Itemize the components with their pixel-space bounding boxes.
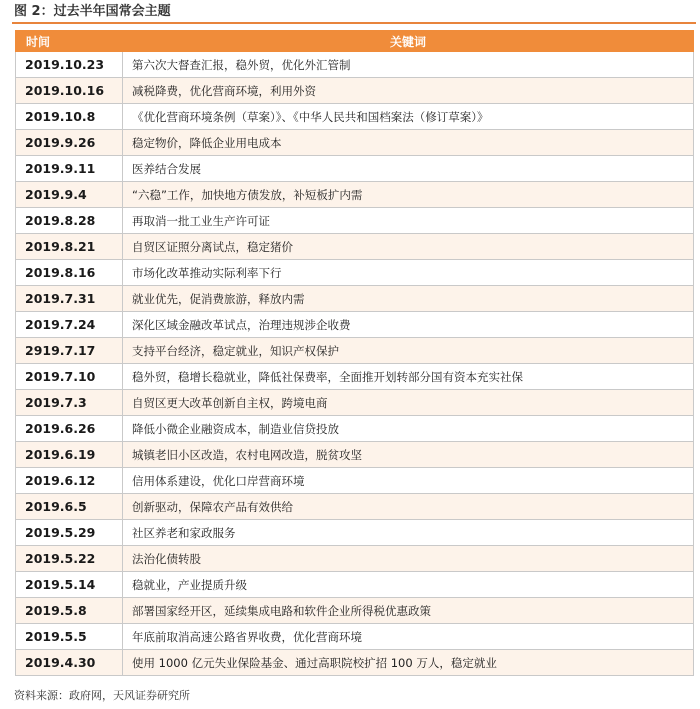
row-date: 2019.9.4 [16,182,123,208]
table-row [16,260,694,286]
row-date: 2019.10.23 [16,52,123,78]
row-date: 2019.6.19 [16,442,123,468]
row-keywords: 创新驱动，保障农产品有效供给 [123,494,694,520]
table-row [16,416,694,442]
row-keywords: 就业优先，促消费旅游，释放内需 [123,286,694,312]
row-date: 2019.7.24 [16,312,123,338]
row-keywords: 市场化改革推动实际利率下行 [123,260,694,286]
row-keywords: 使用 1000 亿元失业保险基金、通过高职院校扩招 100 万人，稳定就业 [123,650,694,676]
row-date: 2019.6.5 [16,494,123,520]
row-date: 2019.8.28 [16,208,123,234]
row-date: 2019.10.16 [16,78,123,104]
table-row [16,130,694,156]
row-keywords: 医养结合发展 [123,156,694,182]
header-keywords: 关键词 [123,31,694,52]
header-time: 时间 [16,31,123,52]
row-keywords: 第六次大督查汇报，稳外贸，优化外汇管制 [123,52,694,78]
figure-title: 图 2：过去半年国常会主题 [14,4,171,19]
row-keywords: 稳外贸，稳增长稳就业，降低社保费率，全面推开划转部分国有资本充实社保 [123,364,694,390]
row-date: 2019.9.26 [16,130,123,156]
row-keywords: 部署国家经开区，延续集成电路和软件企业所得税优惠政策 [123,598,694,624]
row-date: 2019.6.26 [16,416,123,442]
table-row [16,520,694,546]
table-body [16,52,694,676]
topics-table [15,30,694,676]
row-date: 2019.8.21 [16,234,123,260]
row-date: 2019.8.16 [16,260,123,286]
row-date: 2019.10.8 [16,104,123,130]
row-keywords: 稳就业，产业提质升级 [123,572,694,598]
table-row [16,338,694,364]
row-keywords: 再取消一批工业生产许可证 [123,208,694,234]
row-keywords: 深化区域金融改革试点，治理违规涉企收费 [123,312,694,338]
row-date: 2019.5.14 [16,572,123,598]
table-row [16,494,694,520]
row-date: 2019.4.30 [16,650,123,676]
table-header-row [16,31,694,52]
table-row [16,182,694,208]
table-row [16,312,694,338]
row-keywords: 年底前取消高速公路省界收费，优化营商环境 [123,624,694,650]
row-date: 2919.7.17 [16,338,123,364]
table-row [16,234,694,260]
row-keywords: 自贸区证照分离试点，稳定猪价 [123,234,694,260]
table-row [16,364,694,390]
row-keywords: 城镇老旧小区改造，农村电网改造，脱贫攻坚 [123,442,694,468]
row-date: 2019.9.11 [16,156,123,182]
row-date: 2019.7.3 [16,390,123,416]
row-keywords: “六稳”工作，加快地方债发放，补短板扩内需 [123,182,694,208]
table-row [16,650,694,676]
table-row [16,624,694,650]
row-date: 2019.5.8 [16,598,123,624]
row-date: 2019.5.5 [16,624,123,650]
row-date: 2019.5.29 [16,520,123,546]
table-row [16,52,694,78]
table-row [16,78,694,104]
table-row [16,390,694,416]
row-keywords: 支持平台经济，稳定就业，知识产权保护 [123,338,694,364]
table-row [16,598,694,624]
table-row [16,572,694,598]
row-date: 2019.7.10 [16,364,123,390]
row-keywords: 信用体系建设，优化口岸营商环境 [123,468,694,494]
row-keywords: 社区养老和家政服务 [123,520,694,546]
row-keywords: 《优化营商环境条例（草案）》、《中华人民共和国档案法（修订草案）》 [123,104,694,130]
row-date: 2019.7.31 [16,286,123,312]
table-row [16,156,694,182]
row-date: 2019.6.12 [16,468,123,494]
row-keywords: 稳定物价，降低企业用电成本 [123,130,694,156]
source-note: 资料来源：政府网，天风证券研究所 [14,689,190,702]
table-row [16,468,694,494]
table-row [16,208,694,234]
table-row [16,286,694,312]
table-row [16,442,694,468]
row-keywords: 降低小微企业融资成本，制造业信贷投放 [123,416,694,442]
title-divider [12,22,696,24]
table-row [16,546,694,572]
row-keywords: 减税降费，优化营商环境，利用外资 [123,78,694,104]
row-keywords: 自贸区更大改革创新自主权，跨境电商 [123,390,694,416]
row-date: 2019.5.22 [16,546,123,572]
row-keywords: 法治化债转股 [123,546,694,572]
table-row [16,104,694,130]
